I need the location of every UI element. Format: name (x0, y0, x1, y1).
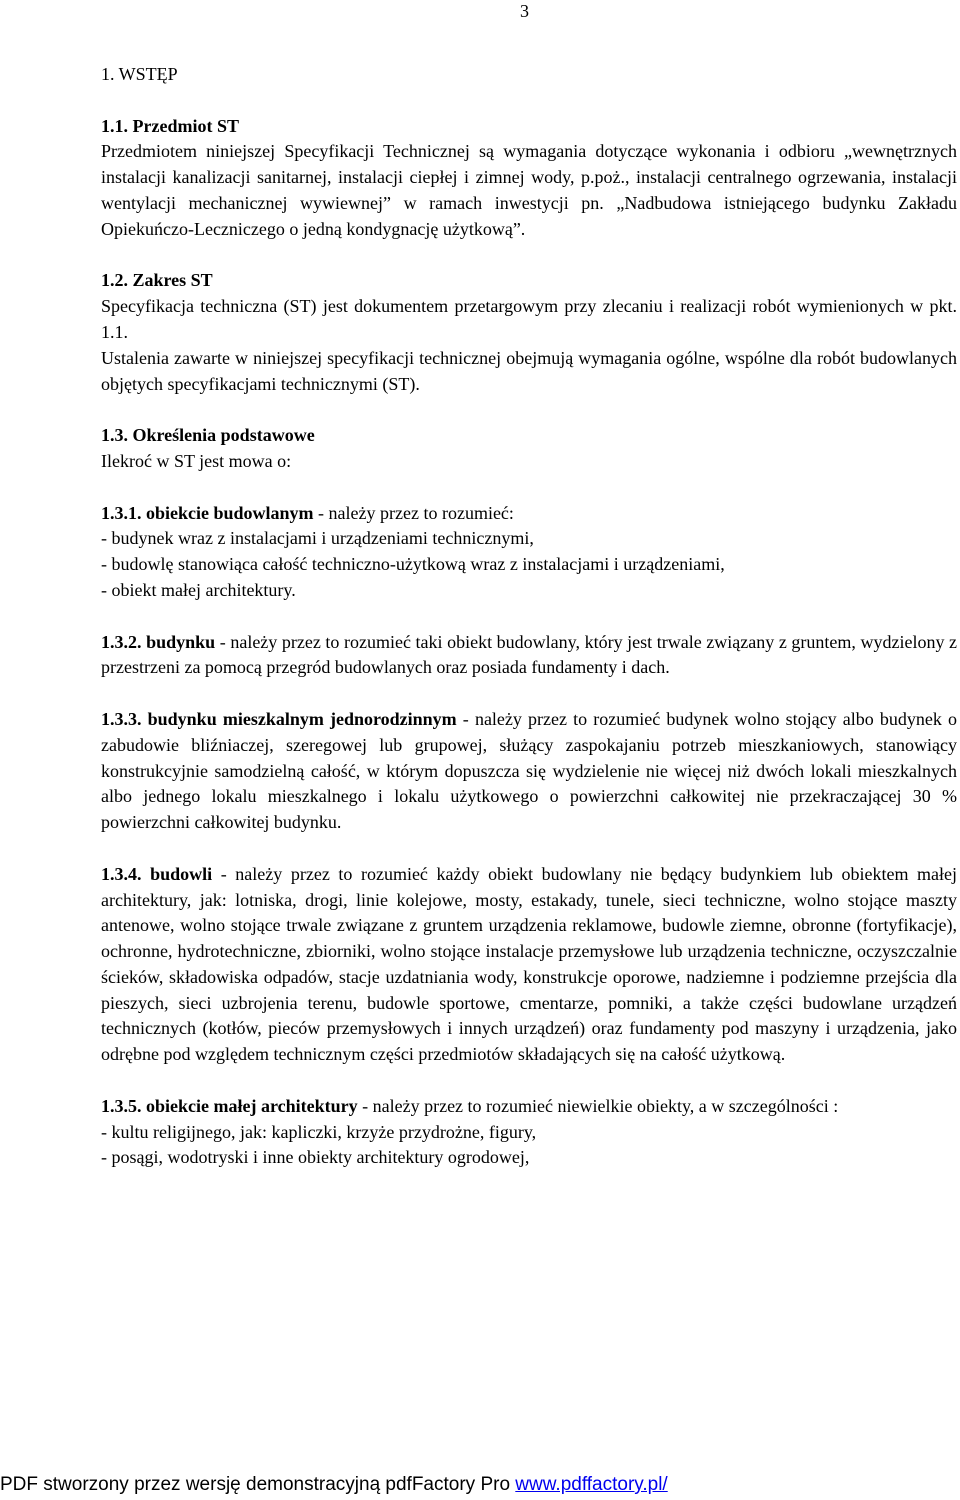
list-item: - kultu religijnego, jak: kapliczki, krzyże przydrożne, figury, (101, 1121, 537, 1142)
definition-number: 1.3.1. (101, 502, 142, 523)
definition-number: 1.3.3. (101, 708, 142, 729)
section-text-1-2-b: Ustalenia zawarte w niniejszej specyfikacji technicznej obejmują wymagania ogólne, wspólne dla robót budowlanych objętych specyfikacjami technicznymi (ST). (101, 347, 957, 394)
definition-1-3-2 (101, 630, 957, 682)
definition-term: obiekcie małej architektury (146, 1095, 358, 1116)
list-item: - posągi, wodotryski i inne obiekty architektury ogrodowej, (101, 1147, 530, 1168)
section-title-1-2: 1.2. Zakres ST (101, 270, 213, 291)
chapter-heading: 1. WSTĘP (101, 64, 178, 84)
definition-text: - należy przez to rozumieć każdy obiekt budowlany nie będący budynkiem lub obiektem małej architektury, jak: lotniska, drogi, linie kolejowe, mosty, estakady, tunele, sieci techniczne, wolno stojące maszty antenowe, wolno stojące trwale związane z gruntem urządzenia reklamowe, budowle ziemne, obronne (fortyfikacje), ochronne, hydrotechniczne, zbiorniki, wolno stojące instalacje przemysłowe lub urządzenia techniczne, oczyszczalnie ścieków, składowiska odpadów, stacje uzdatniania wody, konstrukcje oporowe, nadziemne i podziemne przejścia dla pieszych, sieci uzbrojenia terenu, budowle sportowe, cmentarze, pomniki, a także części budowlane urządzeń technicznych (kotłów, pieców przemysłowych i innych urządzeń) oraz fundamenty pod maszyny i urządzenia, jako odrębne pod względem technicznym części przedmiotów składających się na całość użytkową. (101, 863, 958, 1065)
footer-text: PDF stworzony przez wersję demonstracyjną pdfFactory Pro (0, 1474, 516, 1495)
footer-link[interactable]: www.pdffactory.pl/ (515, 1474, 668, 1495)
definition-text: - należy przez to rozumieć niewielkie obiekty, a w szczególności : (357, 1095, 839, 1116)
list-item: - obiekt małej architektury. (101, 579, 296, 600)
section-title-1-1: 1.1. Przedmiot ST (101, 115, 239, 136)
definition-term: budynku mieszkalnym jednorodzinnym (147, 708, 457, 729)
definition-number: 1.3.4. (101, 863, 142, 884)
list-item: - budynek wraz z instalacjami i urządzeniami technicznymi, (101, 528, 534, 549)
definition-text: - należy przez to rozumieć taki obiekt budowlany, który jest trwale związany z gruntem, wydzielony z przestrzeni za pomocą przegród budowlanych oraz posiada fundamenty i dach. (101, 631, 958, 678)
definition-number: 1.3.5. (101, 1095, 142, 1116)
list-item: - budowlę stanowiąca całość techniczno-użytkową wraz z instalacjami i urządzeniami, (101, 554, 725, 575)
definition-term: obiekcie budowlanym (146, 502, 314, 523)
definition-1-3-3 (101, 707, 957, 836)
section-text-1-2-a: Specyfikacja techniczna (ST) jest dokumentem przetargowym przy zlecaniu i realizacji robót wymienionych w pkt. 1.1. (101, 296, 957, 342)
definition-number: 1.3.2. (101, 631, 142, 652)
definition-1-3-4 (101, 862, 957, 1068)
definition-term: budowli (150, 863, 213, 884)
definition-text: - należy przez to rozumieć budynek wolno stojący albo budynek o zabudowie bliźniaczej, szeregowej lub grupowej, służący zaspokajaniu potrzeb mieszkaniowych, stanowiący konstrukcyjnie samodzielną całość, w którym dopuszcza się wydzielenie nie więcej niż dwóch lokali mieszkalnych albo jednego lokalu mieszkalnego i lokalu użytkowego o powierzchni całkowitej nie przekraczającej 30 % powierzchni całkowitej budynku. (101, 708, 958, 833)
definition-term: budynku (146, 631, 216, 652)
definition-1-3-1 (101, 501, 957, 527)
section-title-1-3: 1.3. Określenia podstawowe (101, 425, 315, 446)
section-text-1-1: Przedmiotem niniejszej Specyfikacji Technicznej są wymagania dotyczące wykonania i odbioru „wewnętrznych instalacji kanalizacji sanitarnej, instalacji ciepłej i zimnej wody, p.poż., instalacji centralnego ogrzewania, instalacji wentylacji mechanicznej wywiewnej” w ramach inwestycji pn. „Nadbudowa istniejącego budynku Zakładu Opiekuńczo-Leczniczego o jedną kondygnację użytkową”. (101, 141, 957, 239)
section-intro-1-3: Ilekroć w ST jest mowa o: (101, 450, 292, 471)
pdf-footer (0, 1473, 960, 1497)
definition-1-3-5 (101, 1094, 957, 1120)
document-body (101, 62, 957, 1171)
definition-text: - należy przez to rozumieć: (313, 502, 514, 523)
page-number: 3 (520, 1, 529, 21)
